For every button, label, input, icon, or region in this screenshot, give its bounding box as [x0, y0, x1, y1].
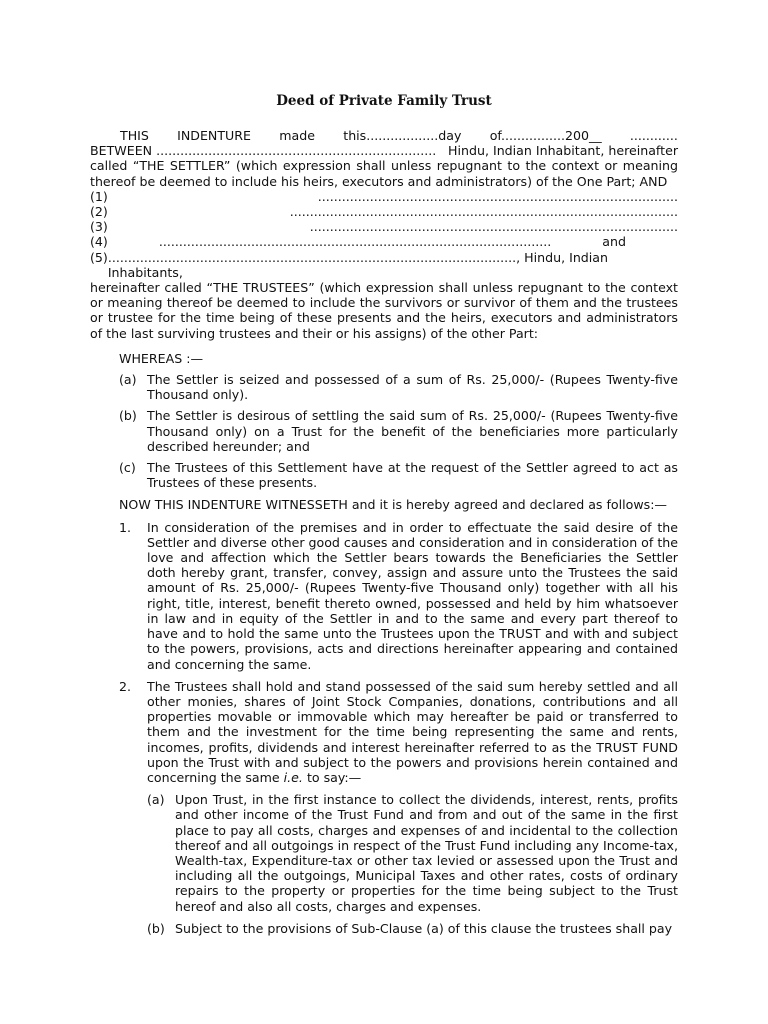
document-body	[90, 128, 678, 936]
word: ............	[629, 128, 678, 143]
trustee-line-1	[90, 189, 678, 204]
clause-text: In consideration of the premises and in order to effectuate the said desire of the Settler and diverse other good causes and consideration and in consideration of the love and affection which the Settler bears towards the Beneficiaries the Settler doth hereby grant, transfer, convey, assign and assure unto the Trustees the said amount of Rs. 25,000/- (Rupees Twenty-five Thousand only) together with all his right, title, interest, benefit thereto owned, possessed and held by him whatsoever in law and in equity of the Settler in and to the same and every part thereof to have and to hold the same unto the Trustees upon the TRUST and with and subject to the powers, provisions, acts and directions hereinafter appearing and contained and concerning the same.	[147, 519, 678, 672]
trustees-definition: hereinafter called “THE TRUSTEES” (which expression shall unless repugnant to the context or meaning thereof be deemed to include the survivors or survivor of them and the trustees or trustee for the time being of these presents and the heirs, executors and administrators of the last surviving trustees and their or his assigns) of the other Part:	[90, 280, 678, 341]
sub-clause-label: (b)	[147, 920, 165, 936]
clause-text	[147, 679, 678, 785]
word: this..................day	[343, 128, 462, 143]
clause-item	[119, 520, 678, 672]
sub-clause-text: Upon Trust, in the first instance to collect the dividends, interest, rents, profits and other income of the Trust Fund and from and out of the same in the first place to pay all costs, charges and expenses of and incidental to the collection thereof and all outgoings in respect of the Trust Fund including any Income-tax, Wealth-tax, Expenditure-tax or other tax levied or assessed upon the Trust and including all the outgoings, Municipal Taxes and other rates, costs of ordinary repairs to the property or properties for the time being subject to the Trust hereof and also all costs, charges and expenses.	[175, 792, 678, 914]
sub-clause-label: (a)	[147, 792, 165, 808]
trustee-line-5	[90, 250, 678, 280]
trustee-line-2	[90, 204, 678, 219]
trustee-label: (5)	[90, 249, 108, 265]
trustee-label: (2)	[90, 204, 108, 220]
opening-line-2	[90, 143, 678, 158]
recital-label: (a)	[119, 372, 137, 388]
opening-line-1	[90, 128, 678, 143]
settler-definition: called “THE SETTLER” (which expression shall unless repugnant to the context or meaning thereof be deemed to include his heirs, executors and administrators) of the One Part; AND	[90, 158, 678, 189]
clause-text-part: to say:—	[302, 769, 362, 785]
recital-item	[119, 460, 678, 490]
trustee-label: (3)	[90, 219, 108, 235]
trustee-blank: ..................................................................................................	[158, 234, 552, 250]
clause-item	[119, 679, 678, 785]
word: INDENTURE	[177, 128, 251, 143]
opening-clause	[90, 128, 678, 341]
trustee-blank: .................................................................................................	[289, 204, 678, 220]
trustee-label: (4)	[90, 234, 108, 250]
trustee-label: (1)	[90, 188, 108, 204]
trustee-conjunction: and	[602, 234, 626, 250]
trustee-line-3	[90, 219, 678, 234]
sub-clause-item	[147, 921, 678, 936]
word: THIS	[120, 128, 149, 143]
trustee-blank: ............................................................................................	[309, 219, 678, 235]
clause-text-part: The Trustees shall hold and stand possessed of the said sum hereby settled and all other monies, shares of Joint Stock Companies, donations, contributions and all properties movable or immovable which may hereafter be paid or transferred to them and the investment for the time being representing the same and rents, incomes, profits, dividends and interest hereinafter referred to as the TRUST FUND upon the Trust with and subject to the powers and provisions herein contained and concerning the same	[147, 678, 678, 785]
settler-description: Hindu, Indian Inhabitant, hereinafter	[448, 143, 678, 159]
clause-number: 2.	[119, 678, 132, 694]
sub-clause-text: Subject to the provisions of Sub-Clause (a) of this clause the trustees shall pay	[175, 920, 673, 936]
recital-text: The Trustees of this Settlement have at the request of the Settler agreed to act as Trustees of these presents.	[147, 460, 678, 491]
trustee-blank: ..........................................................................................	[317, 188, 678, 204]
recital-label: (b)	[119, 408, 137, 424]
between-blank: BETWEEN ......................................................................	[90, 143, 437, 159]
trustee-line-4	[90, 234, 678, 249]
recital-item	[119, 372, 678, 402]
sub-clause-item	[147, 792, 678, 914]
recital-text: The Settler is seized and possessed of a sum of Rs. 25,000/- (Rupees Twenty-five Thousand only).	[147, 372, 678, 403]
witnesseth-line: NOW THIS INDENTURE WITNESSETH and it is hereby agreed and declared as follows:—	[119, 497, 668, 513]
whereas-heading: WHEREAS :—	[119, 350, 204, 366]
word: made	[279, 128, 315, 143]
recital-label: (c)	[119, 460, 136, 476]
recital-text: The Settler is desirous of settling the said sum of Rs. 25,000/- (Rupees Twenty-five Thousand only) on a Trust for the benefit of the beneficiaries more particularly described hereunder; and	[147, 408, 678, 454]
word: of................200__	[489, 128, 602, 143]
clause-number: 1.	[119, 519, 132, 535]
clause-text-italic: i.e.	[283, 769, 303, 785]
trustee-blank: ......................................................................................................, Hindu, Indian Inhabitants,	[107, 249, 608, 280]
document-title: Deed of Private Family Trust	[276, 93, 492, 109]
recital-item	[119, 408, 678, 454]
